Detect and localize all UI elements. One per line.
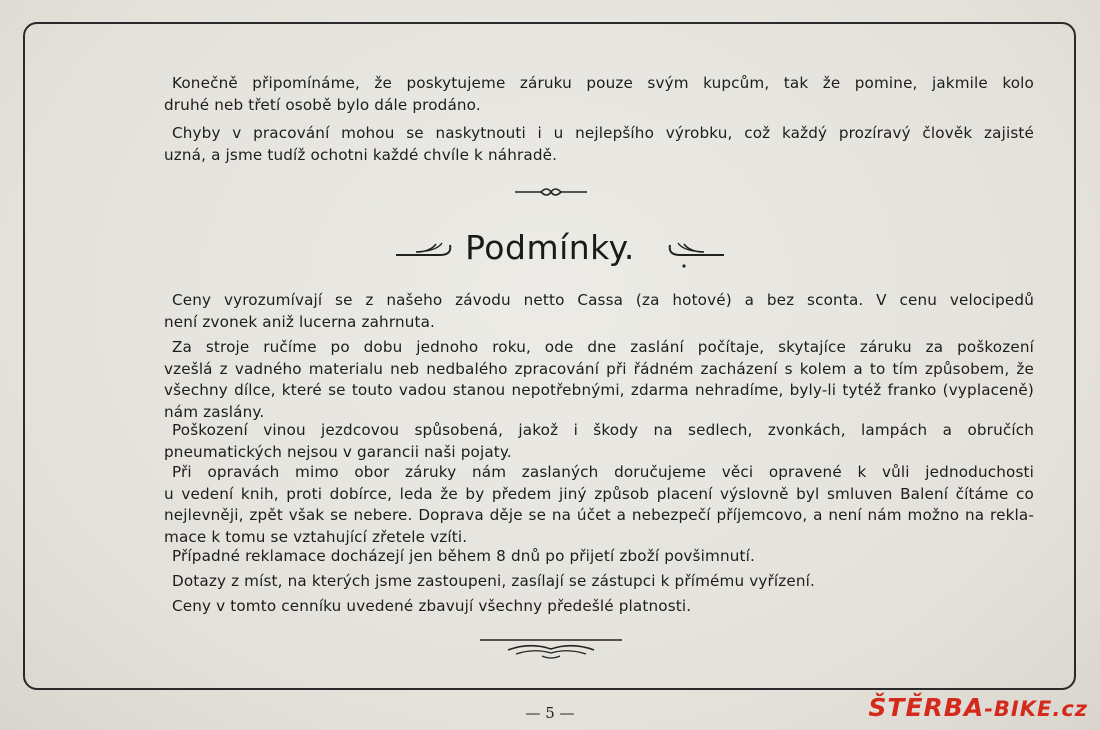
divider-ornament-icon xyxy=(515,184,587,200)
text-line: druhé neb třetí osobě bylo dále prodáno. xyxy=(164,95,481,114)
text-line: mace k tomu se vztahující zřetele vzíti. xyxy=(164,527,468,546)
text-line: Ceny vyrozumívají se z našeho závodu netto Cassa (za hotové) a bez sconta. V cenu velocipedů xyxy=(172,291,1034,309)
text-line: všechny dílce, které se touto vadou stanou nepotřebnými, zdarma nehradíme, byly-li tytéž franko (vyplaceně) xyxy=(164,381,1034,399)
page-number: — 5 — xyxy=(525,704,575,722)
conditions-paragraph-7: Ceny v tomto cenníku uvedené zbavují všechny předešlé platnosti. xyxy=(172,597,692,615)
text-line: Při opravách mimo obor záruky nám zaslaných doručujeme věci opravené k vůli jednoduchosti xyxy=(172,463,1034,481)
text-line: pneumatických nejsou v garancii naši pojaty. xyxy=(164,442,512,461)
conditions-paragraph-5: Případné reklamace docházejí jen během 8 dnů po přijetí zboží povšimnutí. xyxy=(172,547,755,565)
text-line: vzešlá z vadného materialu neb nedbalého zpracování při řádném zacházení s kolem a to tím způsobem, že xyxy=(164,359,1034,378)
watermark-brand: ŠTĚRBA xyxy=(868,693,985,722)
text-line: Za stroje ručíme po dobu jednoho roku, ode dne zaslání počítaje, skytajíce záruku za poškození xyxy=(172,338,1034,356)
conditions-paragraph-3 xyxy=(164,420,1034,463)
right-flourish-icon xyxy=(664,240,724,270)
site-watermark xyxy=(868,693,1088,722)
text-line: uzná, a jsme tudíž ochotni každé chvíle k náhradě. xyxy=(164,145,558,164)
intro-paragraph-2 xyxy=(164,123,1034,166)
text-line: Poškození vinou jezdcovou spůsobená, jakož i škody na sedlech, zvonkách, lampách a obručích xyxy=(172,421,1034,439)
conditions-paragraph-6: Dotazy z míst, na kterých jsme zastoupeni, zasílají se zástupci k přímému vyřízení. xyxy=(172,572,815,590)
watermark-suffix: -BIKE.cz xyxy=(984,697,1088,721)
bottom-ornament-icon xyxy=(480,636,622,662)
section-heading: Podmínky. xyxy=(465,228,635,267)
conditions-paragraph-4 xyxy=(164,462,1034,548)
text-line: Konečně připomínáme, že poskytujeme záruku pouze svým kupcům, tak že pomine, jakmile kolo xyxy=(172,74,1034,92)
conditions-paragraph-1 xyxy=(164,290,1034,333)
text-line: u vedení knih, proti dobírce, leda že by předem jiný způsob placení výslovně byl smluven Balení čítáme co xyxy=(164,484,1034,503)
text-line: není zvonek aniž lucerna zahrnuta. xyxy=(164,312,436,331)
text-line: nám zaslány. xyxy=(164,402,265,421)
text-line: Chyby v pracování mohou se naskytnouti i u nejlepšího výrobku, což každý prozíravý člověk zajisté xyxy=(172,124,1034,142)
text-line: nejlevněji, zpět však se nebere. Doprava děje se na účet a nebezpečí příjemcovo, a není nám možno na rekla- xyxy=(164,506,1034,524)
intro-paragraph-1 xyxy=(164,73,1034,116)
conditions-paragraph-2 xyxy=(164,337,1034,423)
